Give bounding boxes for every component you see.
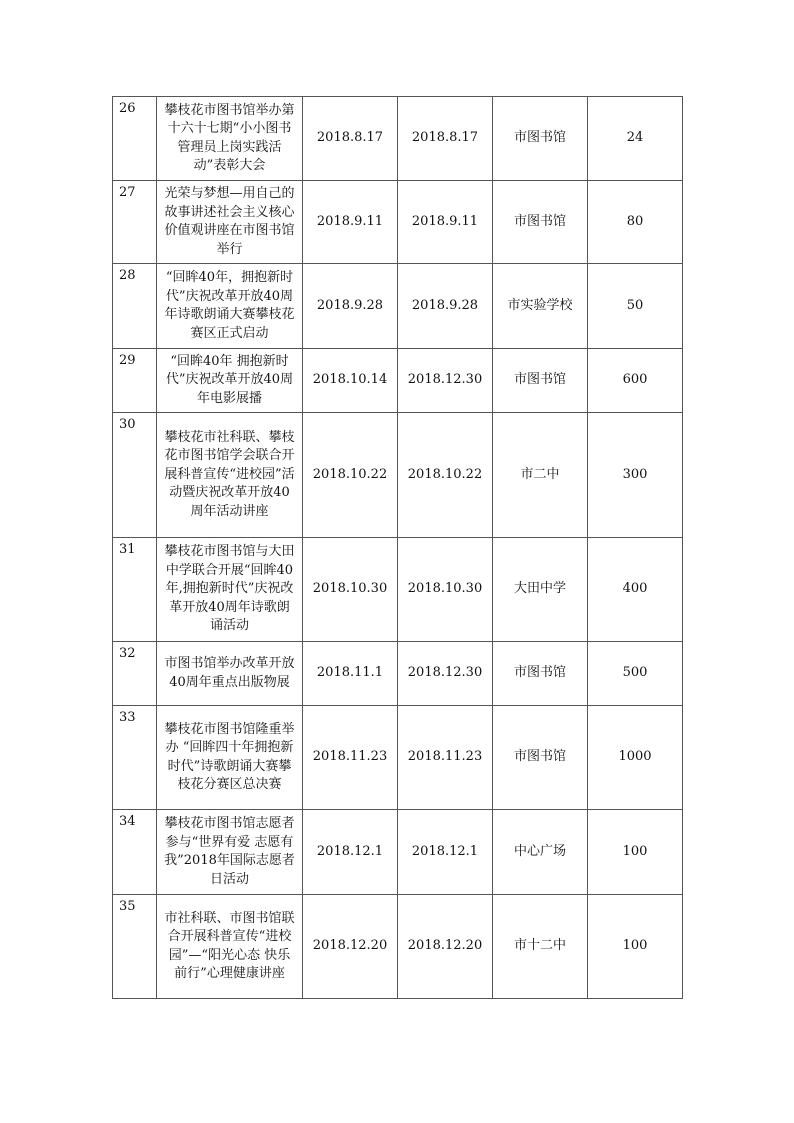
end-date: 2018.12.30 — [398, 642, 493, 706]
table-row — [113, 895, 683, 999]
end-date: 2018.12.30 — [398, 349, 493, 413]
end-date: 2018.8.17 — [398, 97, 493, 181]
row-number: 35 — [113, 895, 157, 999]
activity-title: 光荣与梦想—用自己的故事讲述社会主义核心价值观讲座在市图书馆举行 — [157, 181, 303, 264]
participant-count: 80 — [588, 181, 683, 264]
venue: 市实验学校 — [493, 264, 588, 349]
start-date: 2018.8.17 — [303, 97, 398, 181]
end-date: 2018.12.1 — [398, 810, 493, 895]
activity-title: 攀枝花市图书馆举办第十六十七期“小小图书管理员上岗实践活动”表彰大会 — [157, 97, 303, 181]
events-table — [112, 96, 683, 999]
activity-title: 攀枝花市图书馆隆重举办 “回眸四十年拥抱新时代”诗歌朗诵大赛攀枝花分赛区总决赛 — [157, 706, 303, 810]
end-date: 2018.9.11 — [398, 181, 493, 264]
activity-title: “回眸40年，拥抱新时代”庆祝改革开放40周年诗歌朗诵大赛攀枝花赛区正式启动 — [157, 264, 303, 349]
start-date: 2018.12.20 — [303, 895, 398, 999]
venue: 市图书馆 — [493, 181, 588, 264]
row-number: 34 — [113, 810, 157, 895]
participant-count: 400 — [588, 538, 683, 642]
activity-title: “回眸40年 拥抱新时代”庆祝改革开放40周年电影展播 — [157, 349, 303, 413]
row-number: 27 — [113, 181, 157, 264]
row-number: 33 — [113, 706, 157, 810]
table-row — [113, 642, 683, 706]
table-row — [113, 706, 683, 810]
row-number: 28 — [113, 264, 157, 349]
activity-title: 市社科联、市图书馆联合开展科普宣传“进校园”—“阳光心态 快乐前行”心理健康讲座 — [157, 895, 303, 999]
row-number: 30 — [113, 413, 157, 538]
end-date: 2018.12.20 — [398, 895, 493, 999]
participant-count: 100 — [588, 810, 683, 895]
start-date: 2018.10.30 — [303, 538, 398, 642]
row-number: 32 — [113, 642, 157, 706]
row-number: 26 — [113, 97, 157, 181]
table-row — [113, 349, 683, 413]
activity-title: 攀枝花市图书馆志愿者参与“世界有爱 志愿有我”2018年国际志愿者日活动 — [157, 810, 303, 895]
participant-count: 1000 — [588, 706, 683, 810]
table-row — [113, 413, 683, 538]
row-number: 29 — [113, 349, 157, 413]
venue: 市图书馆 — [493, 642, 588, 706]
row-number: 31 — [113, 538, 157, 642]
venue: 中心广场 — [493, 810, 588, 895]
end-date: 2018.11.23 — [398, 706, 493, 810]
start-date: 2018.12.1 — [303, 810, 398, 895]
end-date: 2018.10.30 — [398, 538, 493, 642]
table-row — [113, 264, 683, 349]
venue: 市二中 — [493, 413, 588, 538]
table-row — [113, 538, 683, 642]
end-date: 2018.9.28 — [398, 264, 493, 349]
activity-title: 攀枝花市图书馆与大田中学联合开展“回眸40年,拥抱新时代”庆祝改革开放40周年诗歌朗诵活动 — [157, 538, 303, 642]
venue: 市图书馆 — [493, 97, 588, 181]
venue: 市十二中 — [493, 895, 588, 999]
participant-count: 100 — [588, 895, 683, 999]
participant-count: 24 — [588, 97, 683, 181]
table-row — [113, 181, 683, 264]
venue: 大田中学 — [493, 538, 588, 642]
end-date: 2018.10.22 — [398, 413, 493, 538]
venue: 市图书馆 — [493, 349, 588, 413]
participant-count: 300 — [588, 413, 683, 538]
start-date: 2018.11.1 — [303, 642, 398, 706]
venue: 市图书馆 — [493, 706, 588, 810]
participant-count: 50 — [588, 264, 683, 349]
start-date: 2018.9.11 — [303, 181, 398, 264]
table-row — [113, 810, 683, 895]
start-date: 2018.9.28 — [303, 264, 398, 349]
participant-count: 600 — [588, 349, 683, 413]
start-date: 2018.11.23 — [303, 706, 398, 810]
participant-count: 500 — [588, 642, 683, 706]
start-date: 2018.10.22 — [303, 413, 398, 538]
activity-title: 市图书馆举办改革开放40周年重点出版物展 — [157, 642, 303, 706]
start-date: 2018.10.14 — [303, 349, 398, 413]
table-row — [113, 97, 683, 181]
activity-title: 攀枝花市社科联、攀枝花市图书馆学会联合开展科普宣传“进校园”活动暨庆祝改革开放40周年活动讲座 — [157, 413, 303, 538]
